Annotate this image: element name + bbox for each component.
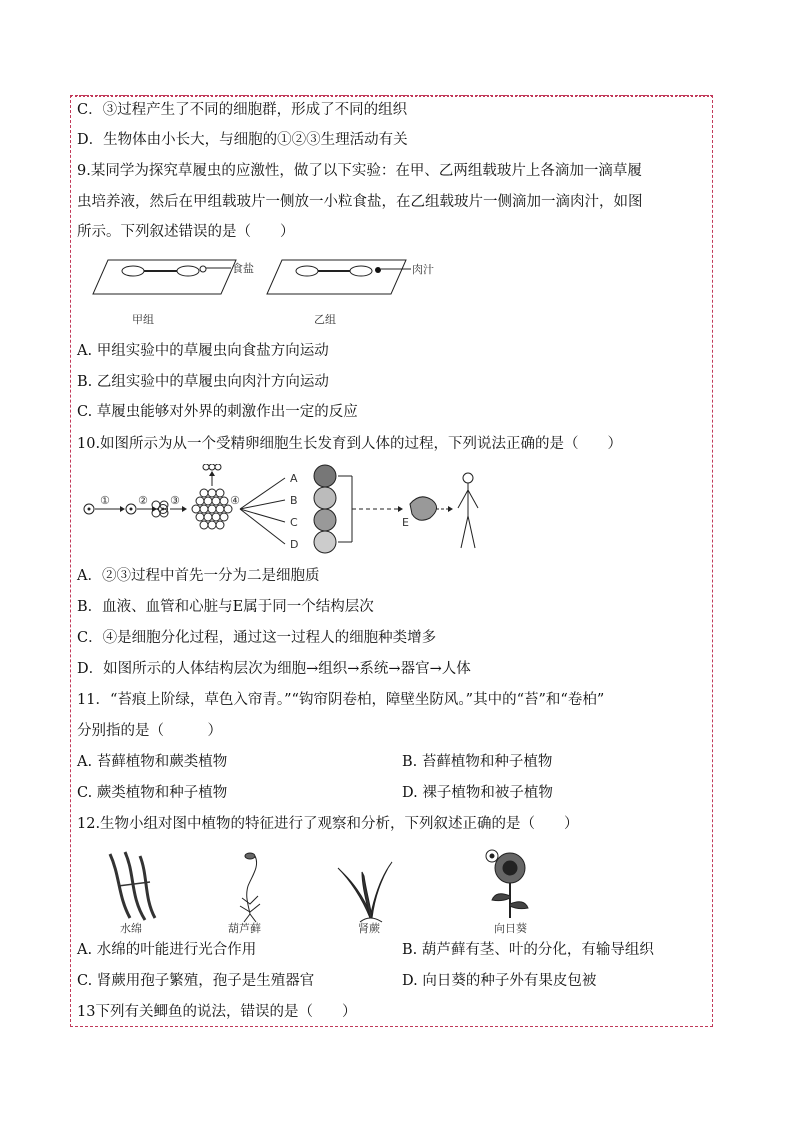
q12-option-d: D. 向日葵的种子外有果皮包被: [402, 973, 597, 989]
fern-plant: [338, 862, 392, 922]
sunflower-plant: [486, 850, 528, 918]
q11-option-b: B. 苔藓植物和种子植物: [402, 754, 553, 770]
q12-option-c: C. 肾蕨用孢子繁殖，孢子是生殖器官: [77, 973, 315, 989]
label-step4: ④: [230, 494, 240, 507]
q12-figure: [100, 846, 560, 936]
label-salt: 食盐: [232, 262, 254, 275]
tissue-b: [314, 487, 336, 509]
label-organ-e: E: [402, 516, 409, 529]
q8-option-d: D．生物体由小长大，与细胞的①②③生理活动有关: [77, 132, 408, 148]
human-body: [458, 473, 478, 548]
q13-stem: 13下列有关鲫鱼的说法，错误的是（ ）: [77, 1004, 357, 1020]
drop-b-left: [296, 266, 318, 276]
q9-figure: [86, 252, 446, 330]
label-step1: ①: [100, 494, 110, 507]
q9-option-c: C. 草履虫能够对外界的刺激作出一定的反应: [77, 404, 358, 420]
q12-option-b: B. 葫芦藓有茎、叶的分化，有输导组织: [402, 942, 654, 958]
label-sunflower: 向日葵: [494, 922, 527, 935]
q10-option-a: A．②③过程中首先一分为二是细胞质: [77, 568, 320, 584]
q9-stem-1: 9.某同学为探究草履虫的应激性，做了以下实验：在甲、乙两组载玻片上各滴加一滴草履: [77, 163, 642, 179]
spirogyra-plant: [110, 852, 155, 920]
slide-a: [93, 260, 236, 294]
tissue-a: [314, 465, 336, 487]
q9-option-a: A. 甲组实验中的草履虫向食盐方向运动: [77, 343, 329, 359]
q10-stem: 10.如图所示为从一个受精卵细胞生长发育到人体的过程，下列说法正确的是（ ）: [77, 436, 623, 452]
label-step3: ③: [170, 494, 180, 507]
q10-option-b: B．血液、血管和心脏与E属于同一个结构层次: [77, 599, 374, 615]
label-step2: ②: [138, 494, 148, 507]
q10-option-d: D．如图所示的人体结构层次为细胞→组织→系统→器官→人体: [77, 661, 471, 677]
q9-stem-2: 虫培养液，然后在甲组载玻片一侧放一小粒食盐，在乙组载玻片一侧滴加一滴肉汁，如图: [77, 194, 643, 210]
salt-grain: [200, 266, 206, 272]
tissue-d: [314, 531, 336, 553]
q11-option-a: A. 苔藓植物和蕨类植物: [77, 754, 228, 770]
funaria-moss-plant: [240, 853, 260, 922]
drop-a-left: [122, 266, 144, 276]
label-tissue-b: B: [290, 494, 298, 507]
label-group-a: 甲组: [132, 313, 154, 326]
drop-b-right: [350, 266, 372, 276]
cell-cluster-top: [203, 464, 221, 470]
q11-stem-2: 分别指的是（ ）: [77, 723, 222, 739]
q10-option-c: C．④是细胞分化过程，通过这一过程人的细胞种类增多: [77, 630, 437, 646]
slide-b: [267, 260, 406, 294]
q10-figure: [80, 464, 510, 554]
label-tissue-c: C: [290, 516, 298, 529]
label-tissue-a: A: [290, 472, 298, 485]
q9-stem-3: 所示。下列叙述错误的是（ ）: [77, 224, 295, 240]
q9-option-b: B. 乙组实验中的草履虫向肉汁方向运动: [77, 374, 329, 390]
stomach-organ: [410, 497, 437, 520]
label-fern: 肾蕨: [358, 922, 380, 935]
q12-option-a: A. 水绵的叶能进行光合作用: [77, 942, 257, 958]
label-spirogyra: 水绵: [120, 922, 142, 935]
q12-stem: 12.生物小组对图中植物的特征进行了观察和分析，下列叙述正确的是（ ）: [77, 816, 579, 832]
cell-cluster: [192, 489, 232, 529]
q11-option-c: C. 蕨类植物和种子植物: [77, 785, 228, 801]
drop-a-right: [177, 266, 199, 276]
page-frame-top: [70, 95, 713, 99]
q11-stem-1: 11．“苔痕上阶绿，草色入帘青。”“钩帘阴卷柏，障壁坐防风。”其中的“苔”和“卷柏”: [77, 692, 605, 708]
label-juice: 肉汁: [412, 263, 434, 276]
q11-option-d: D. 裸子植物和被子植物: [402, 785, 553, 801]
label-group-b: 乙组: [314, 313, 336, 326]
juice-drop: [375, 267, 381, 273]
q8-option-c: C．③过程产生了不同的细胞群，形成了不同的组织: [77, 102, 408, 118]
tissue-c: [314, 509, 336, 531]
label-funaria: 葫芦藓: [228, 922, 261, 935]
label-tissue-d: D: [290, 538, 299, 551]
